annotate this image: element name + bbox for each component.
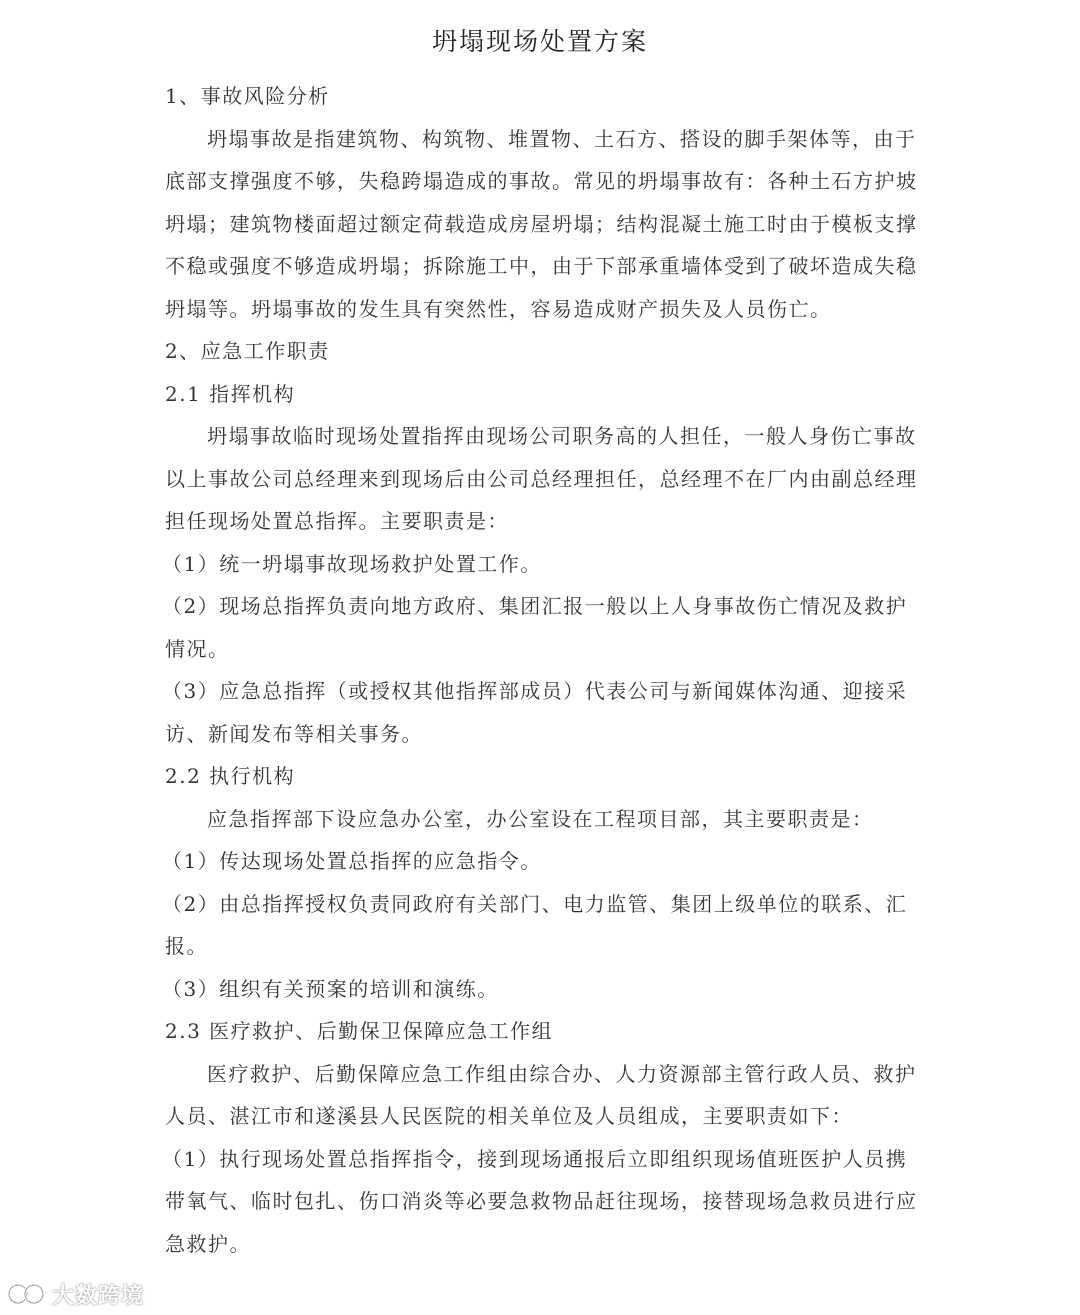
- paragraph-line: （3）组织有关预案的培训和演练。: [162, 976, 499, 1001]
- paragraph-line: 带氧气、临时包扎、伤口消炎等必要急救物品赶往现场，接替现场急救员进行应: [165, 1189, 918, 1213]
- paragraph-line: （3）应急总指挥（或授权其他指挥部成员）代表公司与新闻媒体沟通、迎接采: [162, 679, 908, 703]
- watermark-text: 大数跨境: [52, 1283, 145, 1309]
- paragraph-line: （1）传达现场处置总指挥的应急指令。: [162, 849, 542, 873]
- section-heading: 2.1 指挥机构: [165, 381, 296, 406]
- paragraph-line: （2）现场总指挥负责向地方政府、集团汇报一般以上人身事故伤亡情况及救护: [162, 594, 908, 618]
- paragraph-line: 不稳或强度不够造成坍塌；拆除施工中，由于下部承重墙体受到了破坏造成失稳: [165, 254, 918, 278]
- section-heading: 2.3 医疗救护、后勤保卫保障应急工作组: [165, 1019, 554, 1043]
- paragraph-line: 医疗救护、后勤保障应急工作组由综合办、人力资源部主管行政人员、救护: [207, 1061, 917, 1086]
- section-heading: 1、事故风险分析: [165, 84, 330, 108]
- paragraph-line: 人员、湛江市和遂溪县人民医院的相关单位及人员组成，主要职责如下：: [165, 1104, 853, 1128]
- watermark: [6, 1278, 144, 1310]
- paragraph-line: 以上事故公司总经理来到现场后由公司总经理担任，总经理不在厂内由副总经理: [165, 466, 918, 491]
- section-heading: 2、应急工作职责: [165, 339, 330, 363]
- paragraph-line: 坍塌等。坍塌事故的发生具有突然性，容易造成财产损失及人员伤亡。: [165, 296, 832, 321]
- paragraph-line: 坍塌；建筑物楼面超过额定荷载造成房屋坍塌；结构混凝土施工时由于模板支撑: [165, 211, 918, 236]
- paragraph-line: 报。: [165, 934, 208, 958]
- paragraph-line: 坍塌事故是指建筑物、构筑物、堆置物、土石方、搭设的脚手架体等，由于: [207, 126, 917, 151]
- document-title: 坍塌现场处置方案: [431, 27, 648, 56]
- paragraph-line: 访、新闻发布等相关事务。: [165, 721, 423, 746]
- brand-logo-icon: [6, 1280, 46, 1308]
- paragraph-line: （1）统一坍塌事故现场救护处置工作。: [162, 551, 542, 576]
- paragraph-line: （2）由总指挥授权负责同政府有关部门、电力监管、集团上级单位的联系、汇: [162, 891, 908, 916]
- paragraph-line: 急救护。: [165, 1231, 251, 1256]
- section-heading: 2.2 执行机构: [165, 764, 296, 788]
- paragraph-line: 应急指挥部下设应急办公室，办公室设在工程项目部，其主要职责是：: [207, 806, 874, 831]
- paragraph-line: 底部支撑强度不够，失稳跨塌造成的事故。常见的坍塌事故有：各种土石方护坡: [165, 169, 918, 193]
- paragraph-line: 担任现场处置总指挥。主要职责是：: [165, 509, 509, 533]
- paragraph-line: （1）执行现场处置总指挥指令，接到现场通报后立即组织现场值班医护人员携: [162, 1146, 908, 1171]
- paragraph-line: 坍塌事故临时现场处置指挥由现场公司职务高的人担任，一般人身伤亡事故: [207, 424, 917, 448]
- paragraph-line: 情况。: [165, 636, 230, 661]
